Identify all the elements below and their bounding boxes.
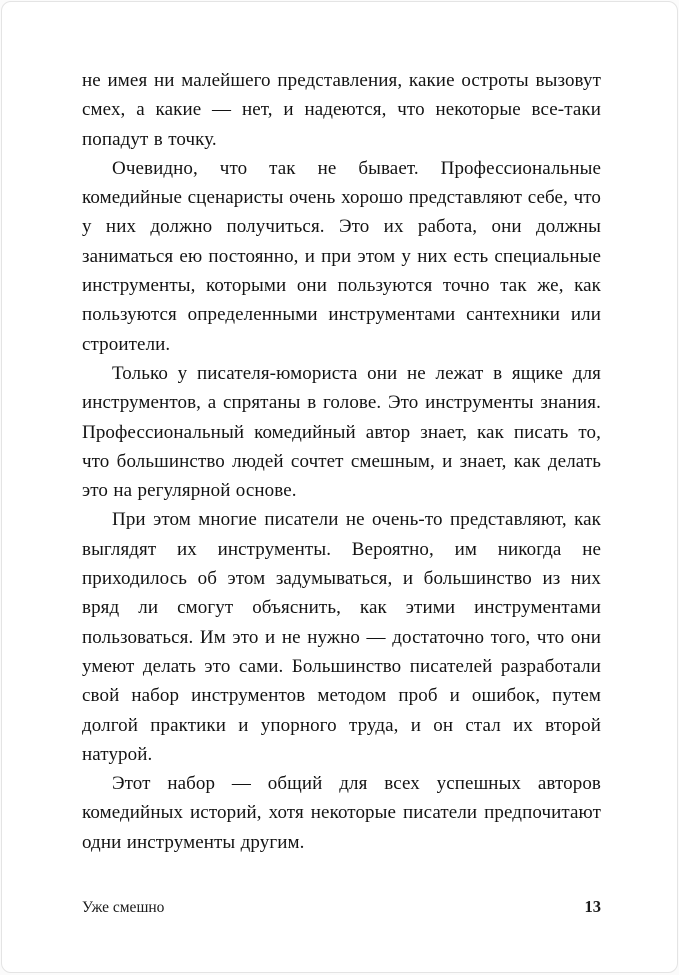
paragraph-continuation: не имея ни малейшего представления, какие остроты вызовут смех, а какие — нет, и надеются, что некоторые все-таки попадут в точку.	[82, 70, 601, 150]
page-text	[82, 66, 601, 857]
book-page	[1, 1, 678, 973]
paragraph: Этот набор — общий для всех успешных авторов комедийных историй, хотя некоторые писатели предпочитают одни инструменты другим.	[82, 773, 601, 853]
page-number: 13	[584, 897, 601, 916]
running-title: Уже смешно	[82, 899, 165, 916]
paragraph: Очевидно, что так не бывает. Профессиональные комедийные сценаристы очень хорошо представляют себе, что у них должно получиться. Это их работа, они должны заниматься ею постоянно, и при этом у них есть специальные инструменты, которыми они пользуются точно так же, как пользуются определенными инструментами сантехники или строители.	[82, 157, 601, 355]
page-footer	[82, 897, 601, 917]
paragraph: Только у писателя-юмориста они не лежат в ящике для инструментов, а спрятаны в голове. Это инструменты знания. Профессиональный комедийный автор знает, как писать то, что большинство людей сочтет смешным, и знает, как делать это на регулярной основе.	[82, 362, 601, 502]
paragraph: При этом многие писатели не очень-то представляют, как выглядят их инструменты. Вероятно, им никогда не приходилось об этом задумываться, и большинство из них вряд ли смогут объяснить, как этими инструментами пользоваться. Им это и не нужно — достаточно того, что они умеют делать это сами. Большинство писателей разработали свой набор инструментов методом проб и ошибок, путем долгой практики и упорного труда, и он стал их второй натурой.	[82, 509, 601, 765]
